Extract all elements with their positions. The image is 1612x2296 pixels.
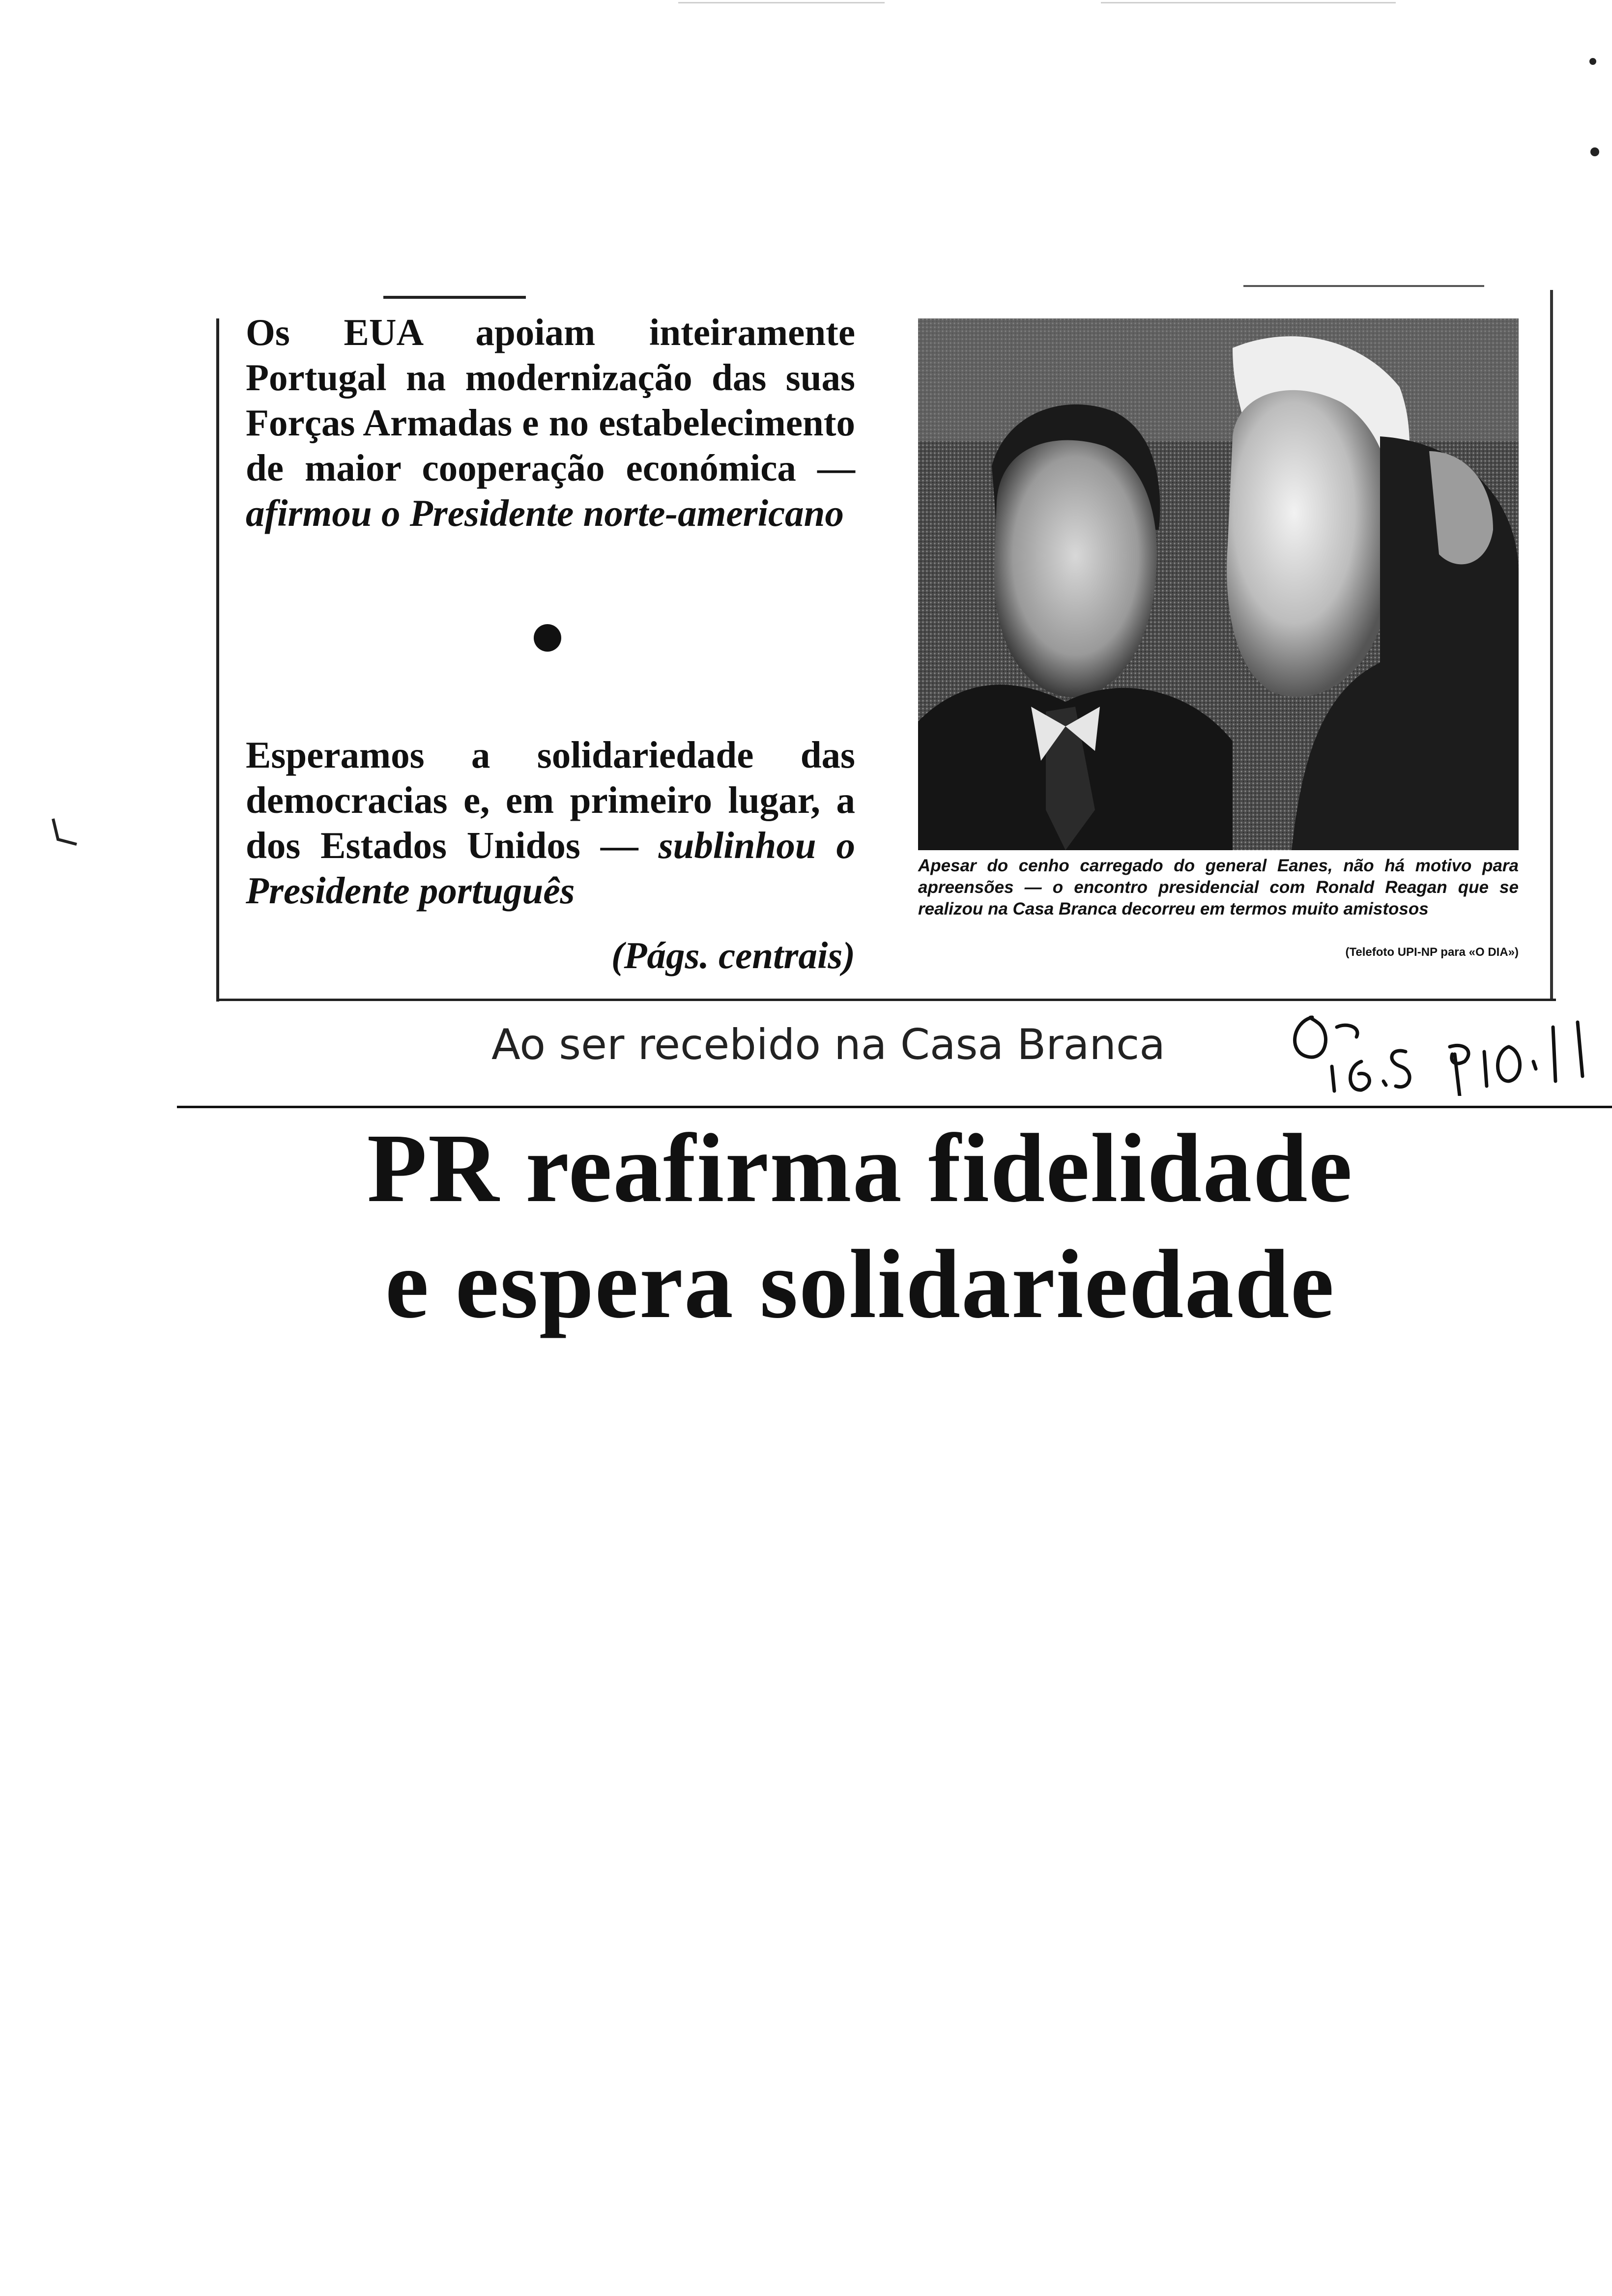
second-paragraph xyxy=(246,732,855,913)
lead-text: Os EUA apoiam inteiramente Portugal na modernização das suas Forças Armadas e no estabelecimento de maior cooperação económica — xyxy=(246,311,855,489)
bullet-dot xyxy=(534,624,561,652)
lead-attribution: afirmou o Presidente norte-americano xyxy=(246,492,844,534)
photo-credit: (Telefoto UPI-NP para «O DIA») xyxy=(1345,946,1519,959)
kicker: Ao ser recebido na Casa Branca xyxy=(491,1020,1165,1069)
headline-line-2: e espera solidariedade xyxy=(385,1230,1335,1339)
box-rule-left xyxy=(216,318,219,1002)
scan-rule xyxy=(1101,2,1396,3)
page-reference: (Págs. centrais) xyxy=(611,934,855,976)
second-text: Esperamos a solidariedade das democracias e, em primeiro lugar, a dos Estados Unidos — xyxy=(246,734,855,866)
news-photo xyxy=(918,318,1519,850)
box-rule-top xyxy=(383,296,526,299)
news-photo-image xyxy=(918,318,1519,850)
stray-mark xyxy=(47,816,82,850)
second-attribution: sublinhou o Presidente português xyxy=(246,824,855,912)
headline xyxy=(295,1111,1425,1343)
stray-mark xyxy=(1589,58,1596,65)
photo-caption: Apesar do cenho carregado do general Eanes, não há motivo para apreensões — o encontro presidencial com Ronald Reagan que se realizou na Casa Branca decorreu em termos muito amistosos xyxy=(918,856,1519,918)
scan-rule xyxy=(678,2,885,3)
lead-paragraph xyxy=(246,310,855,536)
box-rule-right xyxy=(1550,290,1553,999)
stray-mark xyxy=(1590,147,1599,156)
section-rule xyxy=(177,1106,1612,1108)
handwritten-annotation xyxy=(1278,1007,1612,1096)
box-rule-top xyxy=(1243,285,1484,287)
box-rule-bottom xyxy=(219,999,1556,1001)
headline-line-1: PR reafirma fidelidade xyxy=(367,1114,1353,1223)
